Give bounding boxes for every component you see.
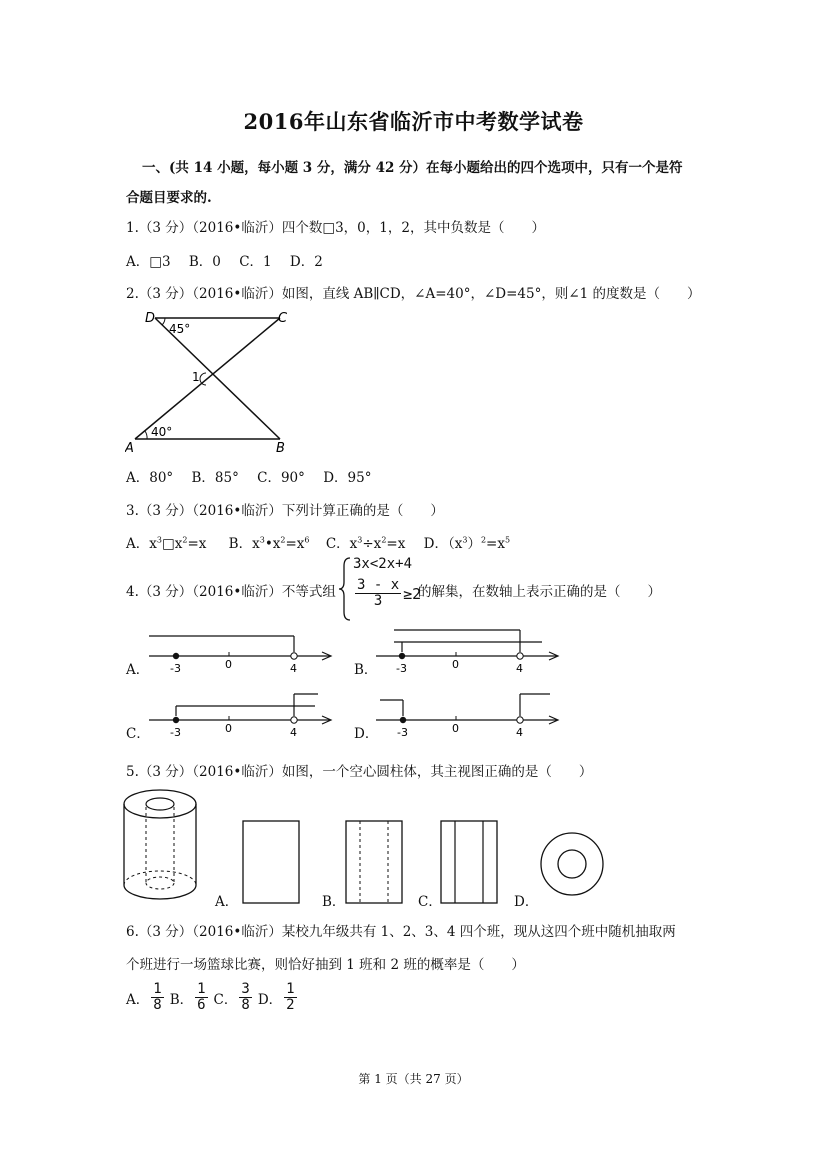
question-2-options bbox=[126, 466, 371, 486]
svg-text:4: 4 bbox=[516, 726, 523, 739]
section-heading-line1: 一、(共 14 小题，每小题 3 分，满分 42 分）在每小题给出的四个选项中，只有一个是符 bbox=[142, 160, 683, 176]
question-2-stem: 2.（3 分）（2016•临沂）如图，直线 AB∥CD，∠A=40°，∠D=45°，则∠1 的度数是（ ） bbox=[126, 286, 701, 302]
q3-option-a: A．$x^3□x^2=x$ bbox=[126, 535, 207, 552]
q5-option-d-ring bbox=[538, 830, 608, 900]
svg-text:-3: -3 bbox=[170, 726, 181, 739]
label-angle-1: 1 bbox=[192, 370, 200, 384]
svg-text:0: 0 bbox=[452, 722, 459, 735]
question-5-stem: 5.（3 分）（2016•临沂）如图，一个空心圆柱体，其主视图正确的是（ ） bbox=[126, 764, 593, 780]
svg-text:0: 0 bbox=[225, 658, 232, 671]
q4-option-a-label: A． bbox=[126, 662, 150, 678]
page-title: 2016年山东省临沂市中考数学试卷 bbox=[243, 109, 584, 134]
question-1-options bbox=[126, 250, 323, 270]
svg-text:-3: -3 bbox=[397, 726, 408, 739]
label-b: B bbox=[276, 441, 285, 456]
label-c: C bbox=[278, 311, 288, 326]
q4-option-c-label: C． bbox=[126, 726, 150, 742]
q6-option-b: B． $\frac{1}{6}$ bbox=[169, 981, 206, 1013]
question-6-stem-line1: 6.（3 分）（2016•临沂）某校九年级共有 1、2、3、4 四个班，现从这四个班中随机抽取两 bbox=[126, 924, 676, 940]
svg-text:4: 4 bbox=[516, 662, 523, 675]
q4-option-d-label: D． bbox=[354, 726, 379, 742]
q5-hollow-cylinder-figure bbox=[118, 785, 213, 905]
question-4-suffix: 的解集，在数轴上表示正确的是（ ） bbox=[418, 584, 661, 600]
q2-figure-parallel-lines bbox=[125, 305, 295, 460]
q3-option-d: D．$(x^3)^2=x^5$ bbox=[423, 535, 511, 552]
label-angle-a: 40° bbox=[151, 425, 173, 439]
question-6-stem-line2: 个班进行一场篮球比赛，则恰好抽到 1 班和 2 班的概率是（ ） bbox=[126, 957, 525, 973]
q5-option-a-label: A． bbox=[215, 894, 239, 910]
q3-option-c: C．$x^3\div x^2=x$ bbox=[325, 535, 406, 552]
q6-option-a: A． $\frac{1}{8}$ bbox=[126, 981, 162, 1013]
q5-option-a-rectangle bbox=[242, 820, 302, 906]
q4-inequality-1: 3x<2x+4 bbox=[353, 556, 413, 572]
q6-option-c: C． $\frac{3}{8}$ bbox=[213, 981, 250, 1013]
question-6-options bbox=[126, 982, 299, 1013]
label-d: D bbox=[145, 311, 156, 326]
q5-option-c-rectangle-solid bbox=[440, 820, 500, 906]
q2-option-a: A．80° bbox=[126, 470, 174, 486]
q2-option-c: C．90° bbox=[257, 470, 305, 486]
svg-text:4: 4 bbox=[290, 726, 297, 739]
q4-option-c-numberline bbox=[145, 692, 335, 740]
angle-d-arc bbox=[162, 318, 165, 325]
svg-text:-3: -3 bbox=[396, 662, 407, 675]
q4-option-d-numberline bbox=[372, 692, 562, 740]
q4-fraction: $\frac{3 - x}{3}$ bbox=[357, 577, 400, 609]
q2-option-d: D．95° bbox=[323, 470, 372, 486]
q5-option-c-label: C． bbox=[418, 894, 442, 910]
q5-option-b-label: B． bbox=[322, 894, 346, 910]
q4-option-b-numberline bbox=[372, 628, 562, 676]
svg-text:4: 4 bbox=[290, 662, 297, 675]
line-ca bbox=[135, 318, 280, 439]
q4-inequality-2: $\frac{3 - x}{3}$ ≥2 bbox=[357, 577, 422, 609]
q1-option-d: D．2 bbox=[289, 254, 323, 270]
q1-option-a: A．□3 bbox=[126, 254, 171, 270]
svg-text:0: 0 bbox=[452, 658, 459, 671]
question-3-stem: 3.（3 分）（2016•临沂）下列计算正确的是（ ） bbox=[126, 503, 444, 519]
question-4-prefix: 4.（3 分）（2016•临沂）不等式组 bbox=[126, 584, 336, 600]
angle-a-arc bbox=[145, 431, 147, 439]
question-3-options bbox=[126, 532, 510, 552]
q3-option-b: B．$x^3•x^2=x^6$ bbox=[228, 535, 310, 552]
page-footer: 第 1 页（共 27 页） bbox=[358, 1072, 469, 1086]
q1-option-c: C．1 bbox=[239, 254, 272, 270]
section-heading-line2: 合题目要求的. bbox=[126, 190, 212, 206]
svg-text:-3: -3 bbox=[170, 662, 181, 675]
q6-option-d: D． $\frac{1}{2}$ bbox=[257, 981, 295, 1013]
q2-option-b: B．85° bbox=[191, 470, 239, 486]
line-db bbox=[155, 318, 280, 439]
question-1-stem: 1.（3 分）（2016•临沂）四个数□3，0，1，2，其中负数是（ ） bbox=[126, 220, 545, 236]
q4-option-b-label: B． bbox=[354, 662, 378, 678]
label-a: A bbox=[125, 441, 134, 456]
q5-option-b-rectangle-dashed bbox=[345, 820, 405, 906]
svg-text:0: 0 bbox=[225, 722, 232, 735]
q5-option-d-label: D． bbox=[514, 894, 539, 910]
label-angle-d: 45° bbox=[169, 322, 191, 336]
q1-option-b: B．0 bbox=[188, 254, 221, 270]
brace-icon bbox=[338, 556, 352, 622]
q4-option-a-numberline bbox=[145, 628, 335, 676]
